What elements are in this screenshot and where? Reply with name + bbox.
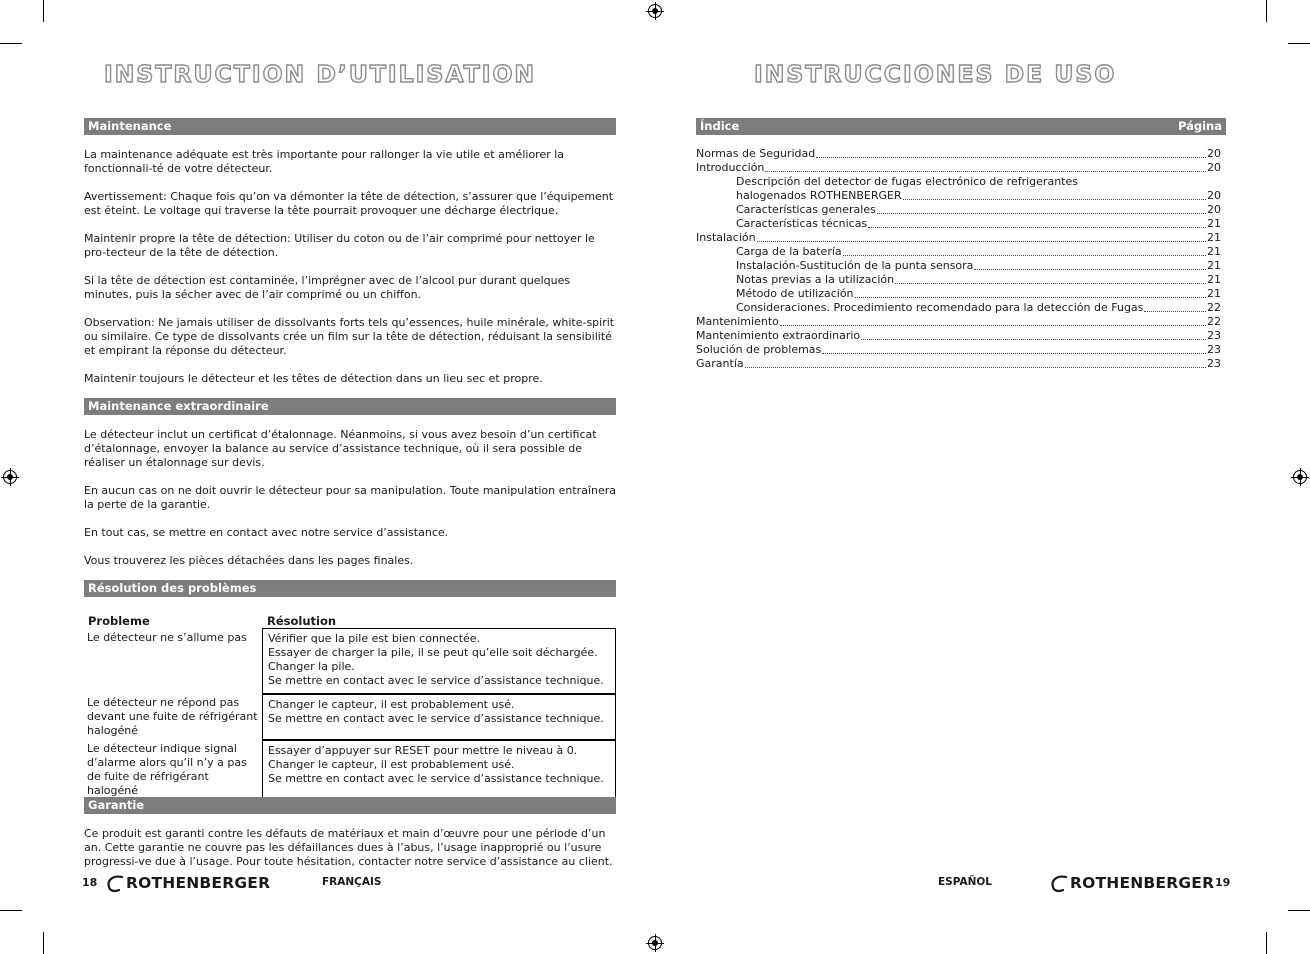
solution-line: Essayer d’appuyer sur RESET pour mettre le niveau à 0. bbox=[268, 743, 578, 757]
problem-cell: Le détecteur indique signal d’alarme alors qu’il n’y a pas de fuite de réfrigérant halogéné bbox=[87, 741, 247, 797]
toc-leader bbox=[780, 324, 1206, 326]
solution-line: Se mettre en contact avec le service d’assistance technique. bbox=[268, 771, 604, 785]
toc-leader bbox=[816, 156, 1206, 158]
toc-leader bbox=[877, 212, 1206, 214]
toc-entry[interactable] bbox=[696, 301, 1221, 315]
toc-entry-page: 22 bbox=[1207, 315, 1221, 328]
crop-mark-icon bbox=[0, 910, 22, 911]
section-heading-label: Garantie bbox=[88, 798, 145, 812]
toc-leader bbox=[765, 170, 1206, 172]
section-heading-maintenance bbox=[84, 118, 616, 135]
section-heading-warranty bbox=[84, 797, 616, 814]
solution-cell bbox=[263, 740, 616, 800]
table-of-contents bbox=[696, 147, 1221, 371]
toc-entry-page: 20 bbox=[1207, 147, 1221, 160]
brand-logo-right bbox=[1050, 872, 1214, 894]
solution-line: Changer le capteur, il est probablement usé. bbox=[268, 757, 515, 771]
toc-entry-label: Mantenimiento bbox=[696, 315, 779, 328]
toc-leader bbox=[745, 366, 1206, 368]
registration-mark-icon bbox=[648, 4, 662, 18]
column-header-solution: Résolution bbox=[267, 614, 337, 628]
toc-entry[interactable] bbox=[696, 245, 1221, 259]
solution-line: Se mettre en contact avec le service d’assistance technique. bbox=[268, 711, 604, 725]
brand-logo-left bbox=[106, 872, 270, 894]
column-header-problem: Probleme bbox=[88, 614, 150, 628]
toc-entry[interactable] bbox=[696, 273, 1221, 287]
toc-entry-label: Normas de Seguridad bbox=[696, 147, 816, 160]
toc-entry-page: 21 bbox=[1207, 217, 1221, 230]
toc-entry-page: 20 bbox=[1207, 189, 1221, 202]
crop-mark-icon bbox=[1266, 0, 1267, 22]
crop-mark-icon bbox=[43, 0, 44, 22]
crop-mark-icon bbox=[1288, 43, 1310, 44]
toc-entry-label: Características técnicas bbox=[736, 217, 868, 230]
toc-entry-label: Instalación bbox=[696, 231, 756, 244]
registration-mark-icon bbox=[1293, 470, 1307, 484]
brand-name: ROTHENBERGER bbox=[126, 874, 271, 892]
index-page-label: Página bbox=[1177, 119, 1222, 133]
toc-entry-label: Carga de la batería bbox=[736, 245, 842, 258]
toc-entry-label: Mantenimiento extraordinario bbox=[696, 329, 861, 342]
toc-leader bbox=[895, 282, 1206, 284]
toc-entry[interactable] bbox=[696, 259, 1221, 273]
solution-cell bbox=[263, 694, 616, 740]
toc-entry-label: Instalación-Sustitución de la punta sensora bbox=[736, 259, 974, 272]
toc-entry-label: Introducción bbox=[696, 161, 765, 174]
crop-mark-icon bbox=[1266, 932, 1267, 954]
toc-entry-label: Notas previas a la utilización bbox=[736, 273, 895, 286]
toc-entry-page: 23 bbox=[1207, 357, 1221, 370]
toc-leader bbox=[757, 240, 1206, 242]
index-heading bbox=[696, 118, 1226, 135]
toc-leader bbox=[974, 268, 1206, 270]
toc-entry[interactable] bbox=[696, 203, 1221, 217]
toc-entry-page: 23 bbox=[1207, 343, 1221, 356]
troubleshooting-table bbox=[84, 628, 616, 800]
toc-entry-page: 21 bbox=[1207, 231, 1221, 244]
solution-line: Se mettre en contact avec le service d’assistance technique. bbox=[268, 674, 604, 687]
page-number-right: 19 bbox=[1215, 876, 1231, 889]
toc-entry-label: Método de utilización bbox=[736, 287, 854, 300]
section-heading-extra bbox=[84, 398, 616, 415]
toc-entry-page: 21 bbox=[1207, 287, 1221, 300]
section-heading-label: Maintenance bbox=[88, 119, 172, 133]
section-heading-label: Résolution des problèmes bbox=[88, 581, 257, 595]
toc-entry-page: 20 bbox=[1207, 161, 1221, 174]
paragraph: En tout cas, se mettre en contact avec notre service d’assistance. bbox=[84, 526, 449, 539]
paragraph: Maintenir propre la tête de détection: Utiliser du coton ou de l’air comprimé pour nettoyer le pro-tecteur de la tête de détection. bbox=[84, 232, 595, 259]
toc-entry[interactable] bbox=[696, 217, 1221, 231]
crop-mark-icon bbox=[43, 932, 44, 954]
section-heading-label: Maintenance extraordinaire bbox=[88, 399, 269, 413]
solution-line: Vérifier que la pile est bien connectée. bbox=[268, 632, 481, 645]
toc-entry[interactable] bbox=[696, 329, 1221, 343]
language-label-left: FRANÇAIS bbox=[322, 876, 382, 888]
toc-leader bbox=[822, 352, 1206, 354]
language-label-right: ESPAÑOL bbox=[938, 876, 992, 888]
paragraph: La maintenance adéquate est très importante pour rallonger la vie utile et améliorer la fonctionnali-té de votre détecteur. bbox=[84, 148, 565, 175]
toc-entry-page: 21 bbox=[1207, 245, 1221, 258]
table-row bbox=[84, 629, 616, 694]
toc-entry-label: Descripción del detector de fugas electrónico de refrigerantes bbox=[736, 175, 1078, 188]
toc-entry[interactable] bbox=[696, 161, 1221, 175]
table-row bbox=[84, 694, 616, 740]
toc-entry-label: Solución de problemas bbox=[696, 343, 822, 356]
toc-entry-label: halogenados ROTHENBERGER bbox=[736, 189, 902, 202]
toc-leader bbox=[1144, 310, 1206, 312]
toc-leader bbox=[903, 198, 1206, 200]
rothenberger-logo-icon bbox=[106, 873, 124, 893]
problem-cell: Le détecteur ne répond pas devant une fuite de réfrigérant halogéné bbox=[87, 695, 258, 737]
solution-line: Changer la pile. bbox=[268, 660, 355, 673]
paragraph: Ce produit est garanti contre les défauts de matériaux et main d’œuvre pour une période d’un an. Cette garantie ne couvre pas les défaillances dues à l’abus, l’usage inapproprié ou l’usure progressi-ve due à l’usage. Pour toute hésitation, contacter notre service d’assistance au client. bbox=[84, 827, 613, 868]
registration-mark-icon bbox=[648, 936, 662, 950]
paragraph: Le détecteur inclut un certificat d’étalonnage. Néanmoins, si vous avez besoin d’un certificat d’étalonnage, envoyer la balance au service d’assistance technique, où il sera possible de réaliser un étalonnage sur devis. bbox=[84, 428, 597, 469]
page-number-left: 18 bbox=[82, 876, 98, 889]
toc-entry[interactable] bbox=[696, 189, 1221, 203]
solution-line: Essayer de charger la pile, il se peut qu’elle soit déchargée. bbox=[268, 646, 598, 659]
toc-entry-page: 21 bbox=[1207, 273, 1221, 286]
toc-entry[interactable] bbox=[696, 357, 1221, 371]
toc-leader bbox=[843, 254, 1206, 256]
toc-entry[interactable] bbox=[696, 315, 1221, 329]
page-title-left: INSTRUCTION D’UTILISATION bbox=[104, 60, 537, 88]
crop-mark-icon bbox=[1288, 910, 1310, 911]
section-heading-troubleshooting bbox=[84, 580, 616, 597]
toc-entry-label: Características generales bbox=[736, 203, 876, 216]
solution-cell bbox=[263, 629, 616, 694]
toc-leader bbox=[855, 296, 1206, 298]
paragraph: Observation: Ne jamais utiliser de dissolvants forts tels qu’essences, huile minérale, white-spirit ou similaire. Ce type de dissolvants crée un film sur la tête de détection, réduisant la sensibilité et empirant la réponse du détecteur. bbox=[84, 316, 615, 357]
page-title-right: INSTRUCCIONES DE USO bbox=[754, 60, 1117, 88]
crop-mark-icon bbox=[0, 43, 22, 44]
rothenberger-logo-icon bbox=[1050, 873, 1068, 893]
toc-entry-page: 20 bbox=[1207, 203, 1221, 216]
paragraph: Avertissement: Chaque fois qu’on va démonter la tête de détection, s’assurer que l’équipement est éteint. Le voltage qui traverse la tête pourrait provoquer une décharge électrique. bbox=[84, 190, 614, 217]
toc-leader bbox=[868, 226, 1206, 228]
problem-cell: Le détecteur ne s’allume pas bbox=[87, 630, 247, 644]
paragraph: En aucun cas on ne doit ouvrir le détecteur pour sa manipulation. Toute manipulation entraînera la perte de la garantie. bbox=[84, 484, 617, 511]
toc-entry-page: 22 bbox=[1207, 301, 1221, 314]
registration-mark-icon bbox=[3, 470, 17, 484]
toc-leader bbox=[861, 338, 1206, 340]
paragraph: Si la tête de détection est contaminée, l’imprégner avec de l’alcool pur durant quelques minutes, puis la sécher avec de l’air comprimé ou un chiffon. bbox=[84, 274, 571, 301]
toc-entry[interactable] bbox=[696, 287, 1221, 301]
toc-entry[interactable] bbox=[696, 231, 1221, 245]
toc-entry-label: Garantía bbox=[696, 357, 744, 370]
toc-entry[interactable] bbox=[696, 147, 1221, 161]
toc-entry[interactable] bbox=[696, 343, 1221, 357]
paragraph: Vous trouverez les pièces détachées dans les pages finales. bbox=[84, 554, 414, 567]
index-heading-label: Índice bbox=[700, 119, 740, 133]
toc-entry-page: 21 bbox=[1207, 259, 1221, 272]
paragraph: Maintenir toujours le détecteur et les têtes de détection dans un lieu sec et propre. bbox=[84, 372, 543, 385]
brand-name: ROTHENBERGER bbox=[1070, 874, 1215, 892]
toc-entry-label: Consideraciones. Procedimiento recomendado para la detección de Fugas bbox=[736, 301, 1144, 314]
toc-entry-page: 23 bbox=[1207, 329, 1221, 342]
table-row bbox=[84, 740, 616, 800]
solution-line: Changer le capteur, il est probablement usé. bbox=[268, 697, 515, 711]
